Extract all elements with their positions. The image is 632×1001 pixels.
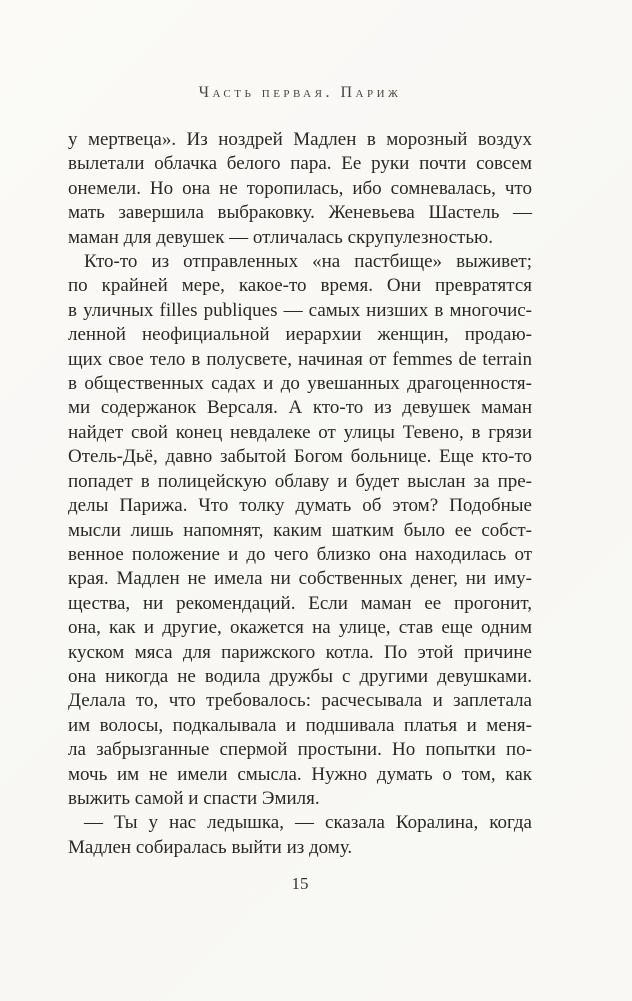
text-line: в общественных садах и до увешанных драгоценностя- xyxy=(68,373,532,395)
paragraph xyxy=(68,128,532,250)
text-line: мочь им не имели смысла. Нужно думать о том, как xyxy=(68,763,532,785)
text-line: Делала то, что требовалось: расчесывала и заплетала xyxy=(68,690,532,712)
text-line: Кто-то из отправленных «на пастбище» выживет; xyxy=(84,251,532,273)
paragraph xyxy=(68,811,532,860)
text-line: ленной неофициальной иерархии женщин, продаю- xyxy=(68,324,532,346)
text-line: щих свое тело в полусвете, начиная от femmes de terrain xyxy=(68,348,532,370)
text-line: она никогда не водила дружбы с другими девушками. xyxy=(68,665,532,687)
text-line: она, как и другие, окажется на улице, став еще одним xyxy=(68,617,532,639)
text-line: по крайней мере, какое-то время. Они превратятся xyxy=(68,275,532,297)
text-line: — Ты у нас ледышка, — сказала Коралина, когда xyxy=(84,812,532,834)
running-head: Часть первая. Париж xyxy=(198,84,402,101)
text-line: мысли лишь напомнят, каким шатким было ее собст- xyxy=(68,519,532,541)
page-number: 15 xyxy=(291,874,309,893)
text-line: маман для девушек — отличалась скрупулезностью. xyxy=(68,226,493,248)
text-line: делы Парижа. Что толку думать об этом? Подобные xyxy=(68,495,532,517)
text-line: Отель-Дьё, давно забытой Богом больнице. Еще кто-то xyxy=(68,446,532,468)
text-line: мать завершила выбраковку. Женевьева Шастель — xyxy=(68,202,532,224)
text-line: попадет в полицейскую облаву и будет выслан за пре- xyxy=(68,470,532,492)
text-line: края. Мадлен не имела ни собственных денег, ни иму- xyxy=(68,568,532,590)
text-line: вылетали облачка белого пара. Ее руки почти совсем xyxy=(68,153,532,175)
text-line: венное положение и до чего близко она находилась от xyxy=(68,543,532,565)
text-line: найдет свой конец невдалеке от улицы Тевено, в грязи xyxy=(68,421,532,443)
text-line: в уличных filles publiques — самых низших в многочис- xyxy=(68,299,532,321)
text-line: онемели. Но она не торопилась, ибо сомневалась, что xyxy=(68,177,532,199)
text-line: выжить самой и спасти Эмиля. xyxy=(68,787,320,809)
text-block xyxy=(68,128,532,860)
text-line: щества, ни рекомендаций. Если маман ее прогонит, xyxy=(68,592,532,614)
text-line: ла забрызганные спермой простыни. Но попытки по- xyxy=(68,739,532,761)
text-line: им волосы, подкалывала и подшивала платья и меня- xyxy=(68,714,532,736)
text-line: ми содержанок Версаля. А кто-то из девушек маман xyxy=(68,397,532,419)
text-line: Мадлен собиралась выйти из дому. xyxy=(68,836,353,858)
paragraph xyxy=(68,250,532,811)
text-line: у мертвеца». Из ноздрей Мадлен в морозный воздух xyxy=(68,129,532,150)
text-line: куском мяса для парижского котла. По этой причине xyxy=(68,641,532,663)
